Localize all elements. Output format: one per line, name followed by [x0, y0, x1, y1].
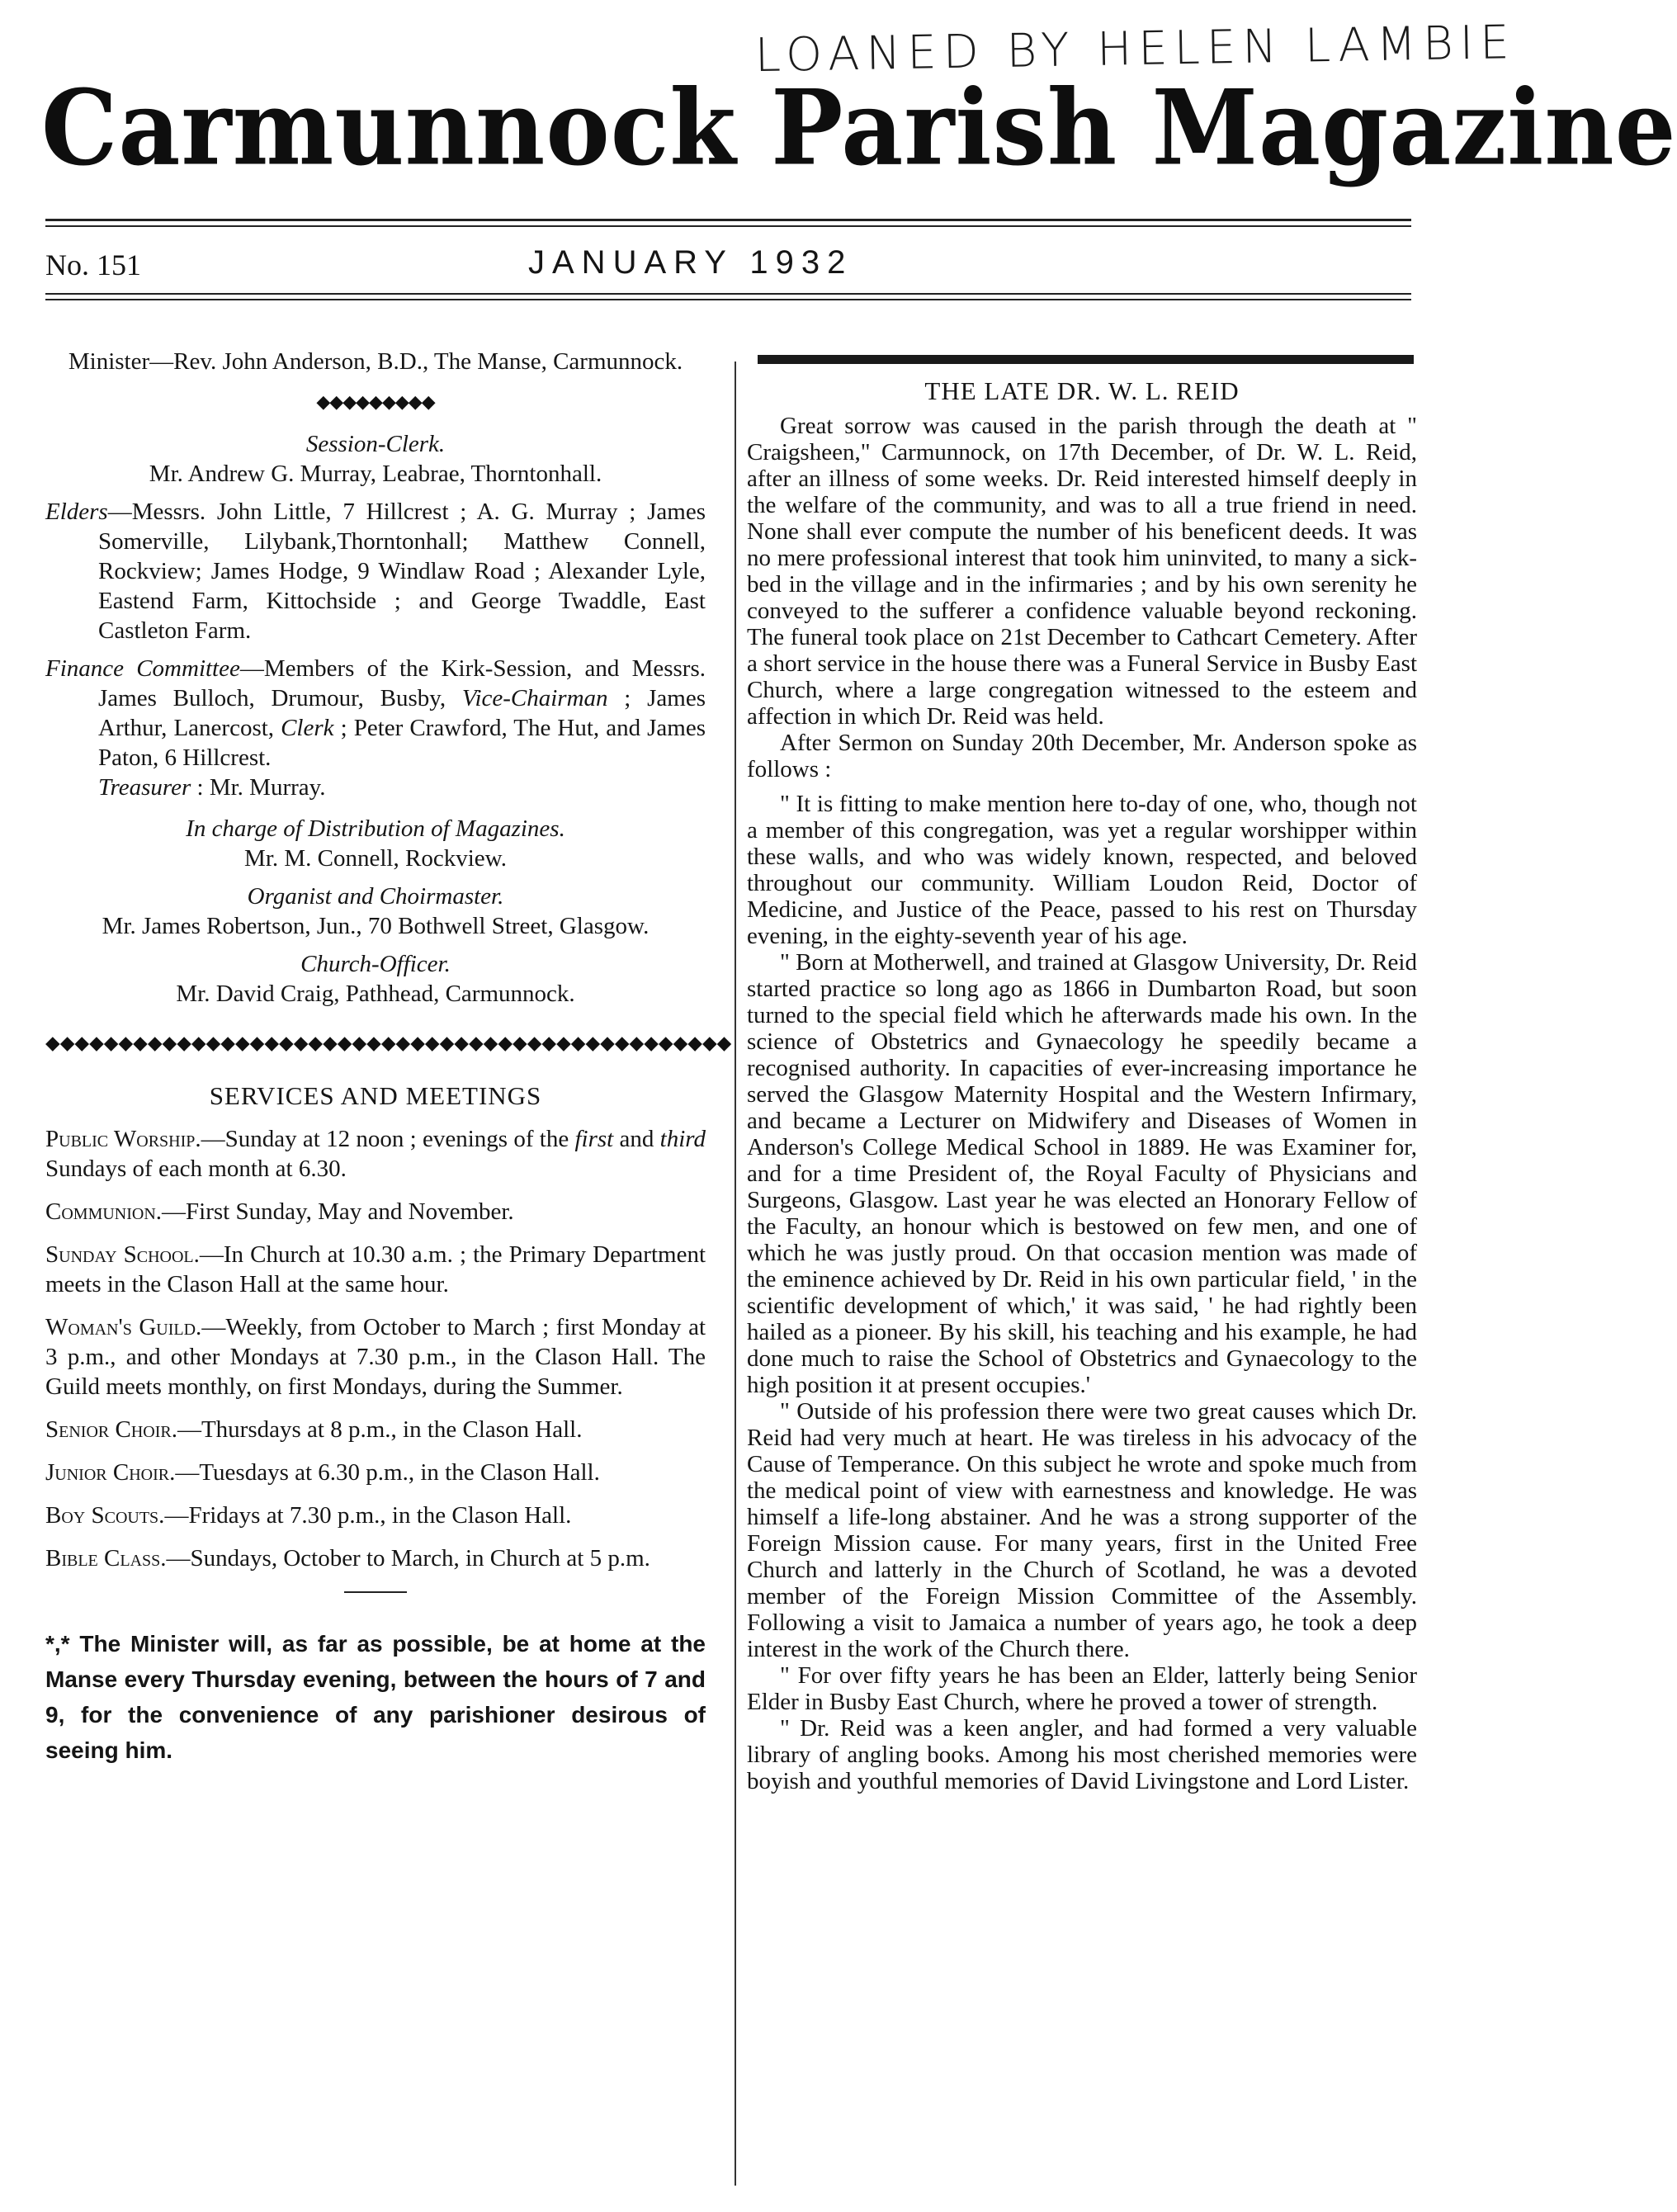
short-divider [344, 1591, 407, 1593]
church-officer: Mr. David Craig, Pathhead, Carmunnock. [176, 981, 575, 1007]
service-item [45, 1124, 706, 1184]
masthead-title: Carmunnock Parish Magazine [41, 68, 1677, 189]
article-paragraph: After Sermon on Sunday 20th December, Mr. Anderson spoke as follows : [747, 730, 1417, 782]
elders-text: —Messrs. John Little, 7 Hillcrest ; A. G. Murray ; James Somerville, Lilybank,Thorntonhall; Matthew Connell, Rockview; James Hodge, 9 Windlaw Road ; Alexander Lyle, Eastend Farm, Kittochside ; and George Twaddle, East Castleton Farm. [98, 499, 706, 644]
service-text: —In Church at 10.30 a.m. ; the Primary Department meets in the Clason Hall at the same hour. [45, 1241, 706, 1297]
service-text-italic: third [659, 1126, 706, 1152]
service-text: —First Sunday, May and November. [162, 1198, 514, 1225]
issue-rule-bottom-thin [45, 299, 1411, 300]
issue-date: JANUARY 1932 [528, 244, 853, 281]
service-text: —Weekly, from October to March ; first Monday at 3 p.m., and other Mondays at 7.30 p.m., in the Clason Hall. The Guild meets monthly, on first Mondays, during the Summer. [45, 1314, 706, 1400]
treasurer-label: Treasurer [98, 774, 191, 801]
service-name: Senior Choir. [45, 1416, 177, 1443]
article-paragraph: Great sorrow was caused in the parish through the death at " Craigsheen," Carmunnock, on 17th December, of Dr. W. L. Reid, after an illness of some weeks. Dr. Reid interested himself deeply in the welfare of the community, and was to all a true friend in need. None shall ever compute the number of his beneficent deeds. It was no mere professional interest that took him uninvited, to many a sick-bed in the village and in the infirmaries ; and by his own serenity he conveyed to the sufferer a confidence valuable beyond reckoning. The funeral took place on 21st December to Cathcart Cemetery. After a short service in the house there was a Funeral Service in Busby East Church, where a large congregation witnessed to the esteem and affection in which Dr. Reid was held. [747, 413, 1417, 730]
service-name: Sunday School. [45, 1241, 200, 1268]
service-item [45, 1543, 706, 1573]
finance-text-a: —Members of the Kirk-Session, and Messrs. James Bulloch, Drumour, Busby, [98, 655, 706, 711]
organist-title: Organist and Choirmaster. [247, 883, 504, 910]
finance-text-b: ; James Arthur, Lanercost, [98, 685, 706, 741]
right-column [747, 378, 1417, 1794]
services-heading: SERVICES AND MEETINGS [209, 1081, 542, 1110]
article-paragraph: " Outside of his profession there were two great causes which Dr. Reid had very much at heart. He was tireless in his advocacy of the Cause of Temperance. On this subject he wrote and spoke much from the medical point of view with earnestness and knowledge. He was himself a life-long abstainer. And he was a strong supporter of the Foreign Mission cause. For many years, first in the United Free Church and latterly in the Church of Scotland, he was a devoted member of the Foreign Mission Committee of the Assembly. Following a visit to Jamaica a number of years ago, he took a deep interest in the work of the Church there. [747, 1398, 1417, 1662]
service-item [45, 1501, 706, 1530]
handwritten-note: LOANED BY HELEN LAMBIE [754, 16, 1517, 83]
ornament-divider-short: ◆◆◆◆◆◆◆◆◆ [316, 392, 435, 413]
service-text: —Sunday at 12 noon ; evenings of the [201, 1126, 575, 1152]
service-item [45, 1197, 706, 1227]
minister-line [45, 347, 706, 376]
church-officer-title: Church-Officer. [300, 951, 451, 977]
finance-committee-block [45, 654, 706, 802]
service-name: Boy Scouts. [45, 1502, 165, 1529]
service-text: and [613, 1126, 660, 1152]
distribution: Mr. M. Connell, Rockview. [244, 845, 507, 872]
article-top-bar [758, 355, 1414, 364]
article-paragraph: " Dr. Reid was a keen angler, and had formed a very valuable library of angling books. Among his most cherished memories were boyish and youthful memories of David Livingstone and Lord Lister. [747, 1715, 1417, 1794]
service-text-italic: first [574, 1126, 614, 1152]
service-item [45, 1240, 706, 1299]
service-text: —Fridays at 7.30 p.m., in the Clason Hall. [164, 1502, 572, 1529]
left-column [45, 347, 732, 1768]
issue-rule-bottom [45, 293, 1411, 295]
service-text: —Sundays, October to March, in Church at 5 p.m. [166, 1545, 650, 1572]
article-heading: THE LATE DR. W. L. REID [924, 376, 1240, 405]
clerk-label: Clerk [281, 715, 334, 741]
session-clerk: Mr. Andrew G. Murray, Leabrae, Thorntonhall. [149, 461, 602, 487]
service-text: —Tuesdays at 6.30 p.m., in the Clason Hall. [175, 1459, 600, 1486]
distribution-title: In charge of Distribution of Magazines. [186, 815, 565, 842]
finance-label: Finance Committee [45, 655, 240, 682]
masthead-rule-top [45, 219, 1411, 221]
service-name: Junior Choir. [45, 1459, 176, 1486]
finance-text-c: ; Peter Crawford, The Hut, and James Paton, 6 Hillcrest. [98, 715, 706, 771]
organist: Mr. James Robertson, Jun., 70 Bothwell Street, Glasgow. [102, 913, 650, 939]
service-item [45, 1458, 706, 1487]
issue-number: No. 151 [45, 248, 141, 281]
service-name: Public Worship. [45, 1126, 201, 1152]
elders-label: Elders [45, 499, 108, 525]
article-paragraph: " It is fitting to make mention here to-day of one, who, though not a member of this congregation, was yet a regular worshipper within these walls, and who was widely known, respected, and beloved throughout our community. William Loudon Reid, Doctor of Medicine, and Justice of the Peace, passed to his rest on Thursday evening, in the eighty-seventh year of his age. [747, 791, 1417, 949]
elders-block [45, 497, 706, 645]
vice-chairman-label: Vice-Chairman [461, 685, 608, 711]
treasurer-text: : Mr. Murray. [191, 774, 326, 801]
masthead-rule-top-thin [45, 225, 1411, 227]
article-paragraph: " Born at Motherwell, and trained at Glasgow University, Dr. Reid started practice so long ago as 1866 in Dumbarton Road, but soon turned to the special field which he afterwards made his own. In the science of Obstetrics and Gynaecology he speedily became a recognised authority. In capacities of ever-increasing importance he served the Glasgow Maternity Hospital and the Western Infirmary, and became a Lecturer on Midwifery and Diseases of Women in Anderson's College Medical School in 1889. He was Examiner for, and for a time President of, the Royal Faculty of Physicians and Surgeons, Glasgow. Last year he was elected an Honorary Fellow of the Faculty, an honour which is bestowed on few men, and one of which he was justly proud. On that occasion mention was made of the eminence achieved by Dr. Reid in his own particular field, ' in the scientific development of which,' it was said, ' he had rightly been hailed as a pioneer. By his skill, his teaching and his example, he had done much to raise the School of Obstetrics and Gynaecology to the high position it at present occupies.' [747, 949, 1417, 1398]
article-paragraph: " For over fifty years he has been an Elder, latterly being Senior Elder in Busby East Church, where he proved a tower of strength. [747, 1662, 1417, 1715]
service-name: Communion. [45, 1198, 163, 1225]
column-divider [735, 362, 736, 2186]
minister-notice: *,* The Minister will, as far as possible, be at home at the Manse every Thursday evening, between the hours of 7 and 9, for the convenience of any parishioner desirous of seeing him. [45, 1631, 706, 1763]
session-clerk-title: Session-Clerk. [305, 431, 446, 457]
service-name: Bible Class. [45, 1545, 167, 1572]
service-text: —Thursdays at 8 p.m., in the Clason Hall. [177, 1416, 583, 1443]
service-item [45, 1312, 706, 1401]
service-name: Woman's Guild. [45, 1314, 202, 1340]
service-text: Sundays of each month at 6.30. [45, 1156, 347, 1182]
minister-text: Minister—Rev. John Anderson, B.D., The Manse, Carmunnock. [68, 348, 683, 375]
ornament-divider-long: ◆◆◆◆◆◆◆◆◆◆◆◆◆◆◆◆◆◆◆◆◆◆◆◆◆◆◆◆◆◆◆◆◆◆◆◆◆◆◆◆◆◆◆◆◆◆◆ [45, 1033, 732, 1054]
service-item [45, 1415, 706, 1444]
